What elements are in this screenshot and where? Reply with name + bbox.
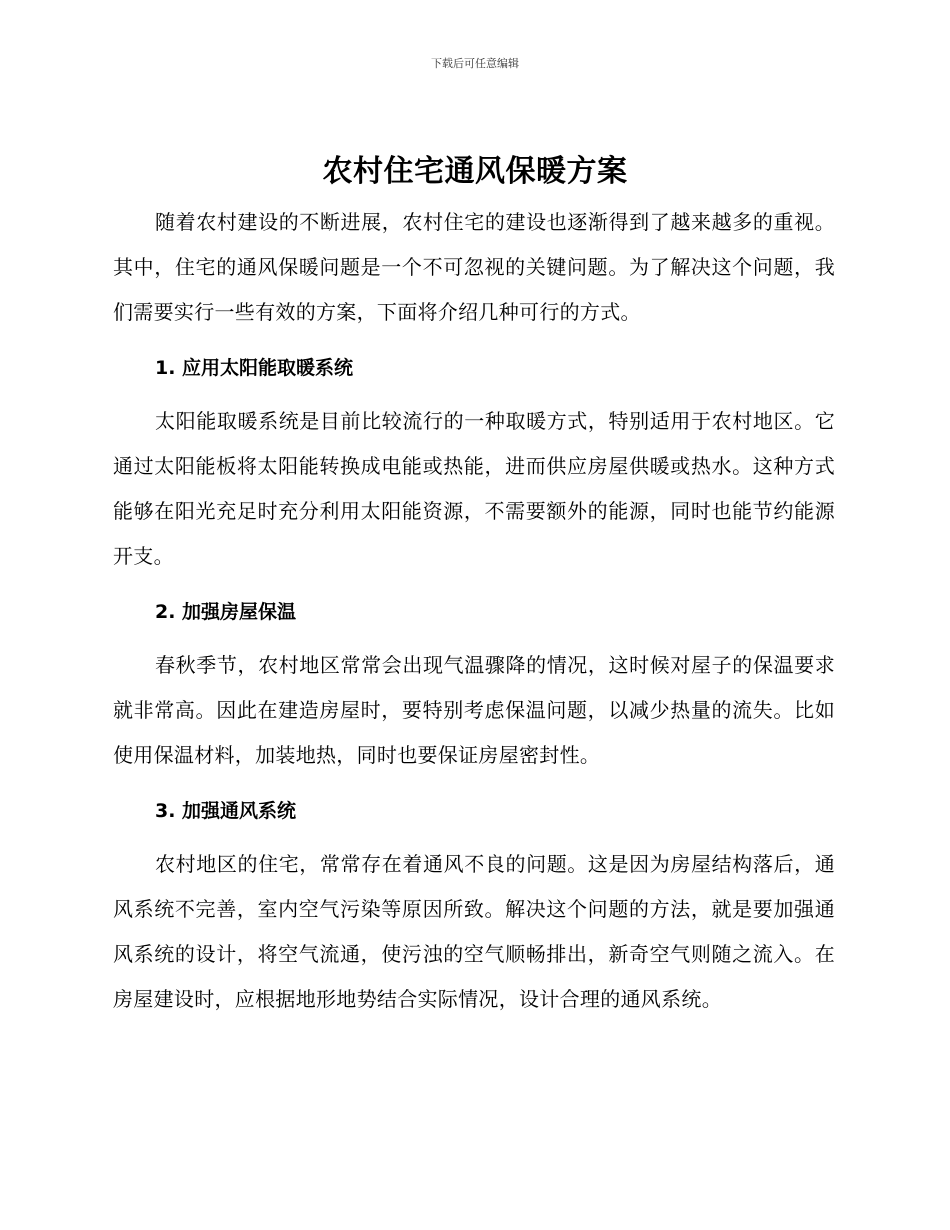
- intro-paragraph: 随着农村建设的不断进展，农村住宅的建设也逐渐得到了越来越多的重视。其中，住宅的通风保暖问题是一个不可忽视的关键问题。为了解决这个问题，我们需要实行一些有效的方案，下面将介绍几种可行的方式。: [113, 210, 835, 324]
- section-heading-insulation: 2. 加强房屋保温: [155, 601, 297, 623]
- section-heading-solar: 1. 应用太阳能取暖系统: [155, 357, 354, 379]
- section-paragraph-insulation: 春秋季节，农村地区常常会出现气温骤降的情况，这时候对屋子的保温要求就非常高。因此在建造房屋时，要特别考虑保温问题，以减少热量的流失。比如使用保温材料，加装地热，同时也要保证房屋密封性。: [113, 653, 835, 767]
- section-heading-ventilation: 3. 加强通风系统: [155, 800, 297, 822]
- document-body: [113, 200, 835, 1022]
- header-note: 下载后可任意编辑: [431, 57, 519, 70]
- document-title: 农村住宅通风保暖方案: [322, 154, 628, 189]
- section-paragraph-solar: 太阳能取暖系统是目前比较流行的一种取暖方式，特别适用于农村地区。它通过太阳能板将太阳能转换成电能或热能，进而供应房屋供暖或热水。这种方式能够在阳光充足时充分利用太阳能资源，不需要额外的能源，同时也能节约能源开支。: [113, 409, 835, 568]
- section-paragraph-ventilation: 农村地区的住宅，常常存在着通风不良的问题。这是因为房屋结构落后，通风系统不完善，室内空气污染等原因所致。解决这个问题的方法，就是要加强通风系统的设计，将空气流通，使污浊的空气顺畅排出，新奇空气则随之流入。在房屋建设时，应根据地形地势结合实际情况，设计合理的通风系统。: [113, 852, 835, 1011]
